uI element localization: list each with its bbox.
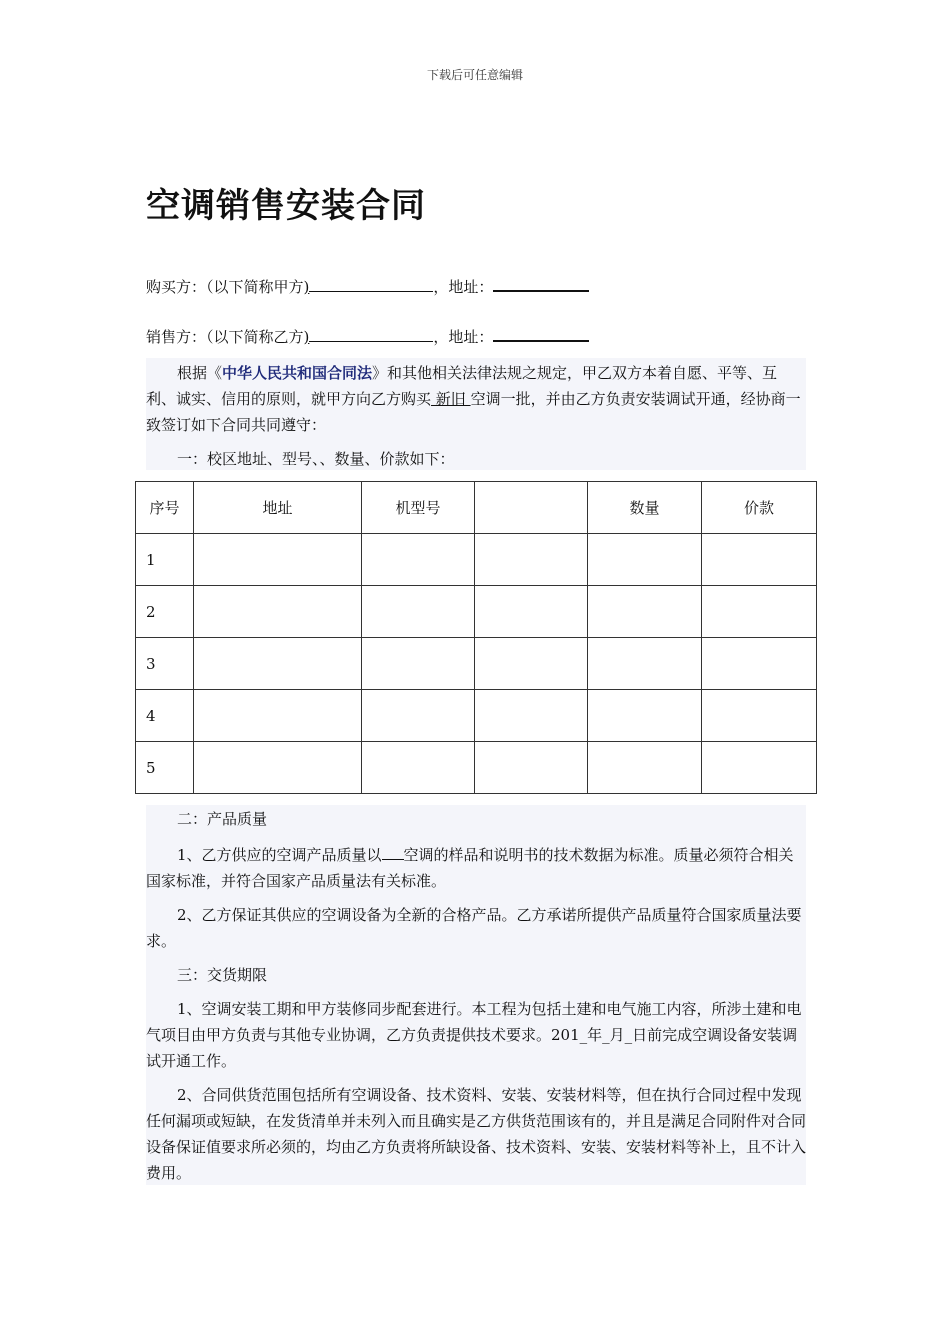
table-cell [702, 534, 817, 586]
seller-paren: ) [303, 328, 310, 346]
table-cell [194, 586, 362, 638]
table-row [136, 586, 817, 638]
table-cell [475, 690, 588, 742]
intro-mid: 》和其他相关法律法规之规定，甲乙双方本着自愿、平等、互利、诚实、信用的原则，就甲方向乙方购买 [146, 364, 778, 408]
section2-paragraph-1 [146, 842, 806, 894]
table-header-row [136, 482, 817, 534]
row-index: 2 [136, 586, 194, 638]
section2-p1-post: 空调的样品和说明书的技术数据为标准。质量必须符合相关国家标准，并符合国家产品质量法有关标准。 [146, 846, 794, 890]
buyer-address-blank [493, 276, 589, 292]
row-index: 3 [136, 638, 194, 690]
table-cell [702, 690, 817, 742]
buyer-line [146, 276, 589, 297]
header-quantity: 数量 [588, 482, 702, 534]
table-cell [588, 586, 702, 638]
table-cell [475, 586, 588, 638]
table-cell [194, 534, 362, 586]
table-cell [702, 742, 817, 794]
terms-block [146, 805, 806, 1185]
table-cell [362, 586, 475, 638]
law-name: 中华人民共和国合同法 [222, 364, 373, 382]
quality-blank [382, 845, 404, 860]
seller-address-label: ，地址： [433, 328, 494, 346]
table-cell [194, 690, 362, 742]
items-table [135, 481, 817, 794]
table-cell [475, 742, 588, 794]
buyer-address-label: ，地址： [433, 278, 494, 296]
table-cell [588, 638, 702, 690]
header-note: 下载后可任意编辑 [426, 68, 523, 82]
table-row [136, 534, 817, 586]
section3-heading: 三：交货期限 [177, 966, 268, 984]
table-row [136, 742, 817, 794]
table-cell [702, 586, 817, 638]
table-row [136, 690, 817, 742]
intro-underlined: 新旧 [431, 390, 471, 408]
row-index: 5 [136, 742, 194, 794]
header-index: 序号 [136, 482, 194, 534]
seller-address-blank [493, 326, 589, 342]
section1-heading: 一：校区地址、型号、、数量、价款如下： [177, 450, 455, 468]
table-cell [362, 742, 475, 794]
table-cell [194, 742, 362, 794]
row-index: 4 [136, 690, 194, 742]
section2-paragraph-2: 2、乙方保证其供应的空调设备为全新的合格产品。乙方承诺所提供产品质量符合国家质量法要求。 [146, 906, 802, 950]
table-cell [588, 690, 702, 742]
buyer-name-blank [309, 277, 433, 292]
table-cell [702, 638, 817, 690]
table-cell [475, 638, 588, 690]
header-address: 地址 [194, 482, 362, 534]
intro-block [146, 358, 806, 470]
table-cell [588, 534, 702, 586]
table-cell [475, 534, 588, 586]
section2-p1-pre: 1、乙方供应的空调产品质量以 [177, 846, 382, 864]
seller-name-blank [309, 327, 433, 342]
seller-label: 销售方：（以下简称乙方 [146, 328, 304, 346]
document-title: 空调销售安装合同 [146, 186, 426, 226]
section2-heading: 二：产品质量 [177, 810, 268, 828]
row-index: 1 [136, 534, 194, 586]
intro-pre: 根据《 [177, 364, 223, 382]
section3-paragraph-1: 1、空调安装工期和甲方装修同步配套进行。本工程为包括土建和电气施工内容，所涉土建和电气项目由甲方负责与其他专业协调，乙方负责提供技术要求。201_年_月_日前完成空调设备安装调试开通工作。 [146, 1000, 802, 1070]
header-model: 机型号 [362, 482, 475, 534]
section3-paragraph-2: 2、合同供货范围包括所有空调设备、技术资料、安装、安装材料等，但在执行合同过程中发现任何漏项或短缺，在发货清单并未列入而且确实是乙方供货范围该有的，并且是满足合同附件对合同设备保证值要求所必须的，均由乙方负责将所缺设备、技术资料、安装、安装材料等补上，且不计入费用。 [146, 1086, 807, 1182]
buyer-label: 购买方：（以下简称甲方 [146, 278, 304, 296]
header-blank [475, 482, 588, 534]
intro-paragraph [146, 360, 806, 438]
table-cell [362, 534, 475, 586]
header-price: 价款 [702, 482, 817, 534]
seller-line [146, 326, 589, 347]
table-row [136, 638, 817, 690]
buyer-paren: ) [303, 278, 310, 296]
intro-post: 空调一批，并由乙方负责安装调试开通，经协商一致签订如下合同共同遵守： [146, 390, 801, 434]
table-cell [588, 742, 702, 794]
table-cell [362, 638, 475, 690]
table-cell [194, 638, 362, 690]
table-cell [362, 690, 475, 742]
